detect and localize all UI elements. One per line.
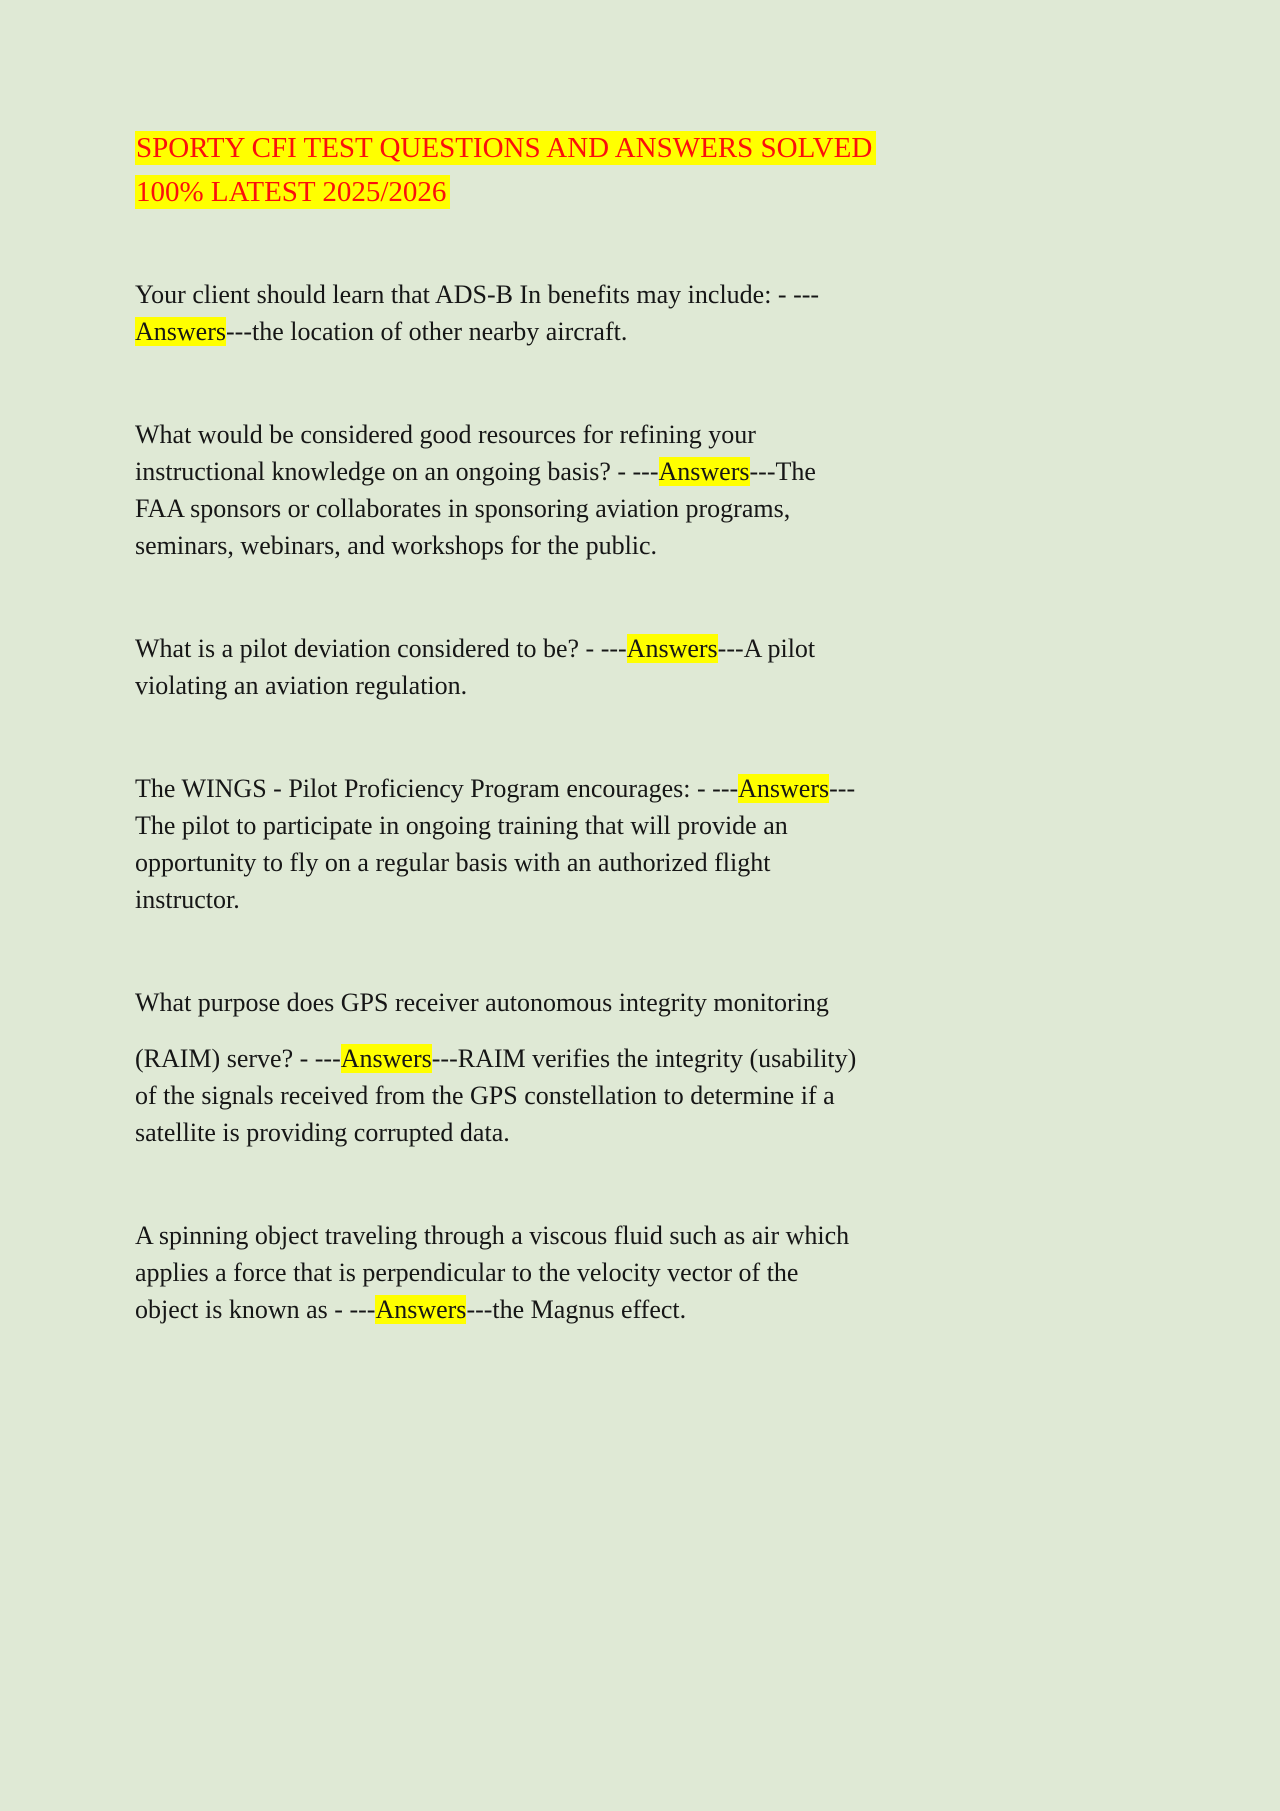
qa-paragraph	[135, 770, 1120, 918]
qa-paragraph	[135, 984, 1120, 1021]
text-segment: The pilot to participate in ongoing training that will provide an	[135, 811, 788, 840]
text-segment: FAA sponsors or collaborates in sponsoring aviation programs,	[135, 494, 791, 523]
answer-highlight: Answers	[658, 457, 750, 486]
qa-paragraph	[135, 1040, 1120, 1151]
text-segment: violating an aviation regulation.	[135, 671, 468, 700]
text-segment: ---The	[749, 457, 816, 486]
text-segment: ---the Magnus effect.	[466, 1295, 687, 1324]
title-line-1: SPORTY CFI TEST QUESTIONS AND ANSWERS SOLVED	[135, 131, 876, 165]
text-segment: ---the location of other nearby aircraft.	[226, 317, 628, 346]
qa-paragraph	[135, 416, 1120, 564]
qa-paragraph	[135, 630, 1120, 704]
text-segment: ---	[829, 774, 856, 803]
text-segment: Your client should learn that ADS-B In benefits may include: - ---	[135, 280, 820, 309]
title-line-2: 100% LATEST 2025/2026	[135, 175, 450, 209]
text-segment: seminars, webinars, and workshops for the public.	[135, 531, 658, 560]
text-segment: ---RAIM verifies the integrity (usability)	[431, 1044, 857, 1073]
text-segment: instructional knowledge on an ongoing basis? - ---	[135, 457, 659, 486]
text-segment: satellite is providing corrupted data.	[135, 1118, 510, 1147]
text-segment: of the signals received from the GPS constellation to determine if a	[135, 1081, 835, 1110]
text-segment: The WINGS - Pilot Proficiency Program encourages: - ---	[135, 774, 739, 803]
text-segment: applies a force that is perpendicular to the velocity vector of the	[135, 1258, 799, 1287]
text-segment: What purpose does GPS receiver autonomous integrity monitoring	[135, 988, 829, 1017]
answer-highlight: Answers	[738, 774, 830, 803]
text-segment: A spinning object traveling through a viscous fluid such as air which	[135, 1221, 850, 1250]
text-segment: What would be considered good resources for refining your	[135, 420, 756, 449]
document-title	[135, 126, 1115, 214]
question-list	[135, 276, 1280, 1328]
qa-paragraph	[135, 1217, 1120, 1328]
text-segment: ---A pilot	[717, 634, 816, 663]
answer-highlight: Answers	[375, 1295, 467, 1324]
answer-highlight: Answers	[626, 634, 718, 663]
text-segment: What is a pilot deviation considered to be? - ---	[135, 634, 627, 663]
text-segment: (RAIM) serve? - ---	[135, 1044, 341, 1073]
qa-paragraph	[135, 276, 1120, 350]
answer-highlight: Answers	[135, 317, 226, 346]
text-segment: object is known as - ---	[135, 1295, 376, 1324]
text-segment: instructor.	[135, 885, 240, 914]
answer-highlight: Answers	[340, 1044, 432, 1073]
text-segment: opportunity to fly on a regular basis with an authorized flight	[135, 848, 771, 877]
